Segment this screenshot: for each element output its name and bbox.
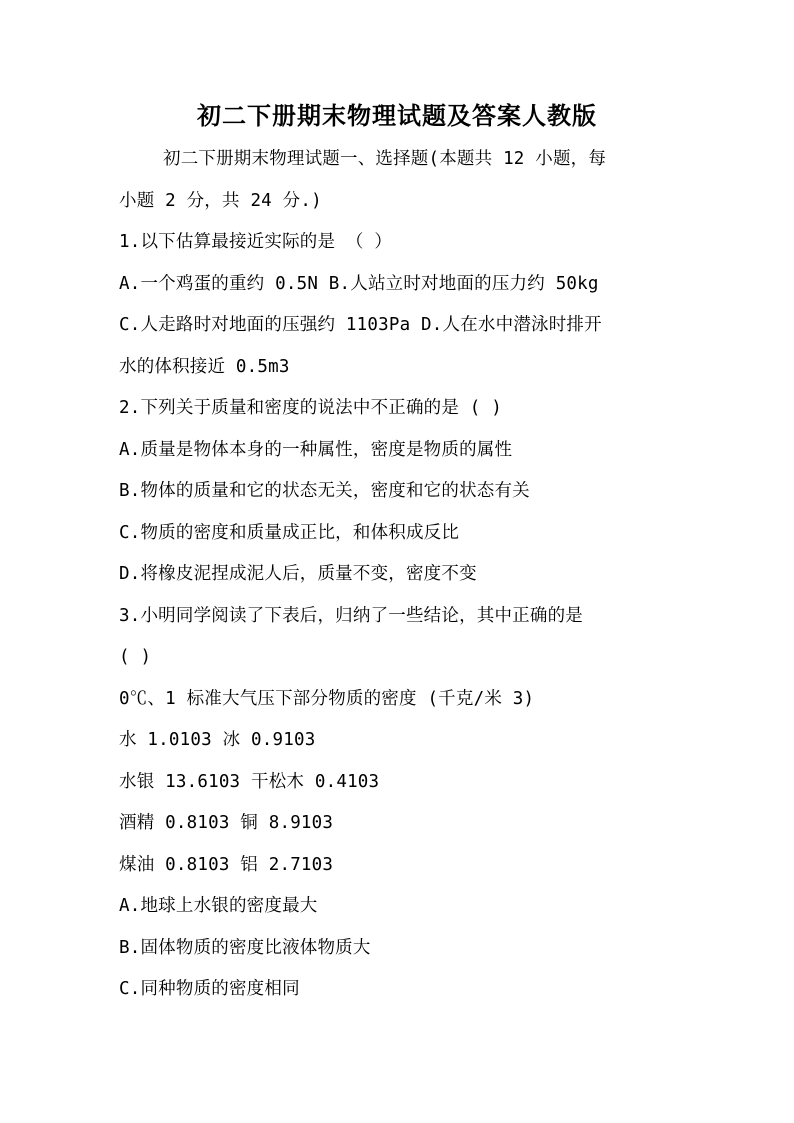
question-1-options-cd-cont: 水的体积接近 0.5m3 bbox=[119, 356, 290, 377]
question-2-option-c: C.物质的密度和质量成正比，和体积成反比 bbox=[119, 522, 460, 543]
density-table-caption: 0℃、1 标准大气压下部分物质的密度 (千克/米 3) bbox=[119, 688, 535, 709]
density-table-row: 水银 13.6103 干松木 0.4103 bbox=[119, 771, 380, 792]
question-1-options-ab: A.一个鸡蛋的重约 0.5N B.人站立时对地面的压力约 50kg bbox=[119, 273, 599, 294]
question-1-options-cd: C.人走路时对地面的压强约 1103Pa D.人在水中潜泳时排开 bbox=[119, 315, 602, 335]
question-3-bracket: ( ) bbox=[119, 647, 152, 667]
density-table-row: 酒精 0.8103 铜 8.9103 bbox=[119, 813, 334, 833]
intro-line-2: 小题 2 分，共 24 分.) bbox=[119, 190, 322, 211]
document-title: 初二下册期末物理试题及答案人教版 bbox=[197, 101, 597, 130]
density-table-row: 煤油 0.8103 铝 2.7103 bbox=[119, 854, 334, 875]
question-3: 3.小明同学阅读了下表后，归纳了一些结论，其中正确的是 bbox=[119, 605, 583, 626]
question-3-option-a: A.地球上水银的密度最大 bbox=[119, 896, 318, 916]
question-2: 2.下列关于质量和密度的说法中不正确的是 ( ) bbox=[119, 398, 503, 418]
intro-line-1: 初二下册期末物理试题一、选择题(本题共 12 小题，每 bbox=[163, 149, 607, 169]
question-2-option-d: D.将橡皮泥捏成泥人后，质量不变，密度不变 bbox=[119, 564, 477, 584]
question-3-option-c: C.同种物质的密度相同 bbox=[119, 979, 300, 999]
question-3-option-b: B.固体物质的密度比液体物质大 bbox=[119, 937, 371, 958]
question-2-option-b: B.物体的质量和它的状态无关，密度和它的状态有关 bbox=[119, 481, 530, 501]
question-2-option-a: A.质量是物体本身的一种属性，密度是物质的属性 bbox=[119, 439, 513, 460]
document-body bbox=[119, 139, 679, 1011]
density-table-row: 水 1.0103 冰 0.9103 bbox=[119, 730, 316, 750]
question-1: 1.以下估算最接近实际的是 （ ） bbox=[119, 232, 393, 252]
